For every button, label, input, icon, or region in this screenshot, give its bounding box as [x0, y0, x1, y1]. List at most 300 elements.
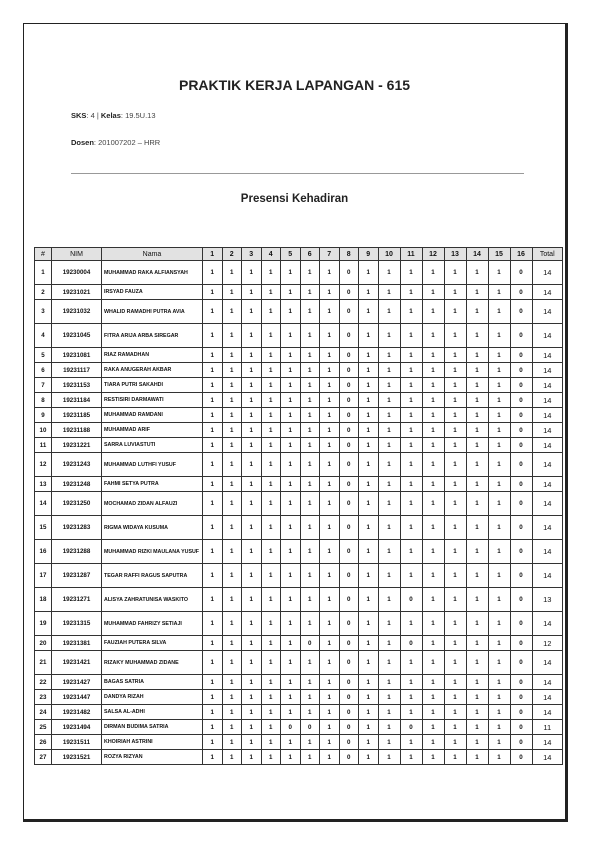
attendance-mark-cell: 1 [466, 492, 488, 516]
attendance-mark-cell: 1 [488, 705, 510, 720]
attendance-mark-cell: 0 [510, 735, 532, 750]
attendance-mark-cell: 1 [359, 393, 379, 408]
total-cell: 14 [532, 564, 563, 588]
attendance-mark-cell: 1 [281, 588, 301, 612]
attendance-mark-cell: 1 [242, 378, 262, 393]
nim-cell: 19231250 [52, 492, 102, 516]
attendance-mark-cell: 1 [466, 348, 488, 363]
section-title: Presensi Kehadiran [240, 193, 349, 205]
nim-cell: 19231045 [52, 324, 102, 348]
attendance-mark-cell: 1 [466, 324, 488, 348]
attendance-mark-cell: 0 [400, 636, 422, 651]
total-cell: 14 [532, 408, 563, 423]
attendance-mark-cell: 1 [400, 408, 422, 423]
attendance-mark-cell: 1 [300, 363, 320, 378]
attendance-mark-cell: 0 [510, 690, 532, 705]
row-number-cell: 9 [35, 408, 52, 423]
attendance-mark-cell: 1 [444, 300, 466, 324]
attendance-mark-cell: 1 [222, 477, 242, 492]
attendance-mark-cell: 1 [359, 492, 379, 516]
attendance-mark-cell: 0 [510, 720, 532, 735]
attendance-mark-cell: 1 [281, 261, 301, 285]
attendance-mark-cell: 1 [422, 300, 444, 324]
attendance-mark-cell: 1 [203, 453, 223, 477]
attendance-mark-cell: 1 [242, 393, 262, 408]
attendance-mark-cell: 1 [444, 705, 466, 720]
attendance-mark-cell: 1 [242, 423, 262, 438]
attendance-mark-cell: 1 [400, 477, 422, 492]
attendance-mark-cell: 1 [444, 492, 466, 516]
attendance-mark-cell: 1 [222, 564, 242, 588]
attendance-mark-cell: 1 [400, 750, 422, 765]
attendance-mark-cell: 1 [400, 393, 422, 408]
attendance-mark-cell: 1 [261, 705, 281, 720]
attendance-mark-cell: 1 [300, 453, 320, 477]
nim-cell: 19230004 [52, 261, 102, 285]
nim-cell: 19231184 [52, 393, 102, 408]
attendance-mark-cell: 1 [444, 378, 466, 393]
attendance-mark-cell: 0 [339, 705, 359, 720]
attendance-mark-cell: 1 [400, 438, 422, 453]
attendance-mark-cell: 1 [378, 516, 400, 540]
attendance-mark-cell: 1 [488, 612, 510, 636]
attendance-mark-cell: 1 [488, 300, 510, 324]
attendance-mark-cell: 0 [510, 636, 532, 651]
attendance-mark-cell: 0 [510, 438, 532, 453]
attendance-mark-cell: 1 [203, 300, 223, 324]
total-cell: 14 [532, 378, 563, 393]
table-row [35, 750, 563, 765]
attendance-mark-cell: 1 [422, 735, 444, 750]
attendance-mark-cell: 1 [320, 453, 340, 477]
attendance-mark-cell: 1 [400, 348, 422, 363]
attendance-mark-cell: 1 [444, 477, 466, 492]
attendance-mark-cell: 0 [339, 564, 359, 588]
attendance-mark-cell: 1 [320, 588, 340, 612]
attendance-mark-cell: 1 [300, 705, 320, 720]
attendance-mark-cell: 1 [400, 285, 422, 300]
attendance-mark-cell: 1 [281, 378, 301, 393]
attendance-mark-cell: 1 [444, 393, 466, 408]
student-name-cell: MUHAMMAD LUTHFI YUSUF [102, 453, 203, 477]
attendance-mark-cell: 1 [422, 348, 444, 363]
attendance-mark-cell: 1 [378, 348, 400, 363]
attendance-mark-cell: 1 [222, 636, 242, 651]
nim-cell: 19231081 [52, 348, 102, 363]
attendance-mark-cell: 1 [281, 735, 301, 750]
attendance-mark-cell: 1 [422, 540, 444, 564]
attendance-mark-cell: 1 [222, 675, 242, 690]
attendance-mark-cell: 1 [378, 735, 400, 750]
total-cell: 14 [532, 477, 563, 492]
nim-cell: 19231494 [52, 720, 102, 735]
attendance-mark-cell: 0 [339, 612, 359, 636]
total-cell: 13 [532, 588, 563, 612]
attendance-mark-cell: 1 [300, 300, 320, 324]
attendance-mark-cell: 1 [203, 705, 223, 720]
table-row [35, 651, 563, 675]
nim-cell: 19231188 [52, 423, 102, 438]
row-number-cell: 14 [35, 492, 52, 516]
total-cell: 14 [532, 285, 563, 300]
attendance-mark-cell: 1 [378, 588, 400, 612]
table-row [35, 261, 563, 285]
attendance-mark-cell: 1 [300, 675, 320, 690]
attendance-mark-cell: 1 [242, 261, 262, 285]
attendance-mark-cell: 0 [281, 720, 301, 735]
attendance-mark-cell: 1 [422, 453, 444, 477]
attendance-mark-cell: 1 [222, 690, 242, 705]
attendance-mark-cell: 1 [488, 363, 510, 378]
total-cell: 14 [532, 261, 563, 285]
student-name-cell: DANDYA RIZAH [102, 690, 203, 705]
attendance-mark-cell: 1 [400, 423, 422, 438]
kelas-label: Kelas [100, 111, 121, 120]
attendance-mark-cell: 1 [203, 324, 223, 348]
attendance-mark-cell: 1 [444, 612, 466, 636]
attendance-mark-cell: 1 [242, 651, 262, 675]
attendance-mark-cell: 1 [378, 285, 400, 300]
attendance-mark-cell: 1 [281, 612, 301, 636]
column-header-meeting-1: 1 [203, 248, 223, 261]
attendance-mark-cell: 1 [359, 438, 379, 453]
sks-label: SKS [71, 111, 87, 120]
attendance-mark-cell: 1 [281, 492, 301, 516]
attendance-mark-cell: 1 [203, 690, 223, 705]
attendance-mark-cell: 1 [400, 735, 422, 750]
dosen-label: Dosen [71, 138, 94, 147]
attendance-mark-cell: 1 [378, 408, 400, 423]
attendance-mark-cell: 1 [422, 378, 444, 393]
total-cell: 14 [532, 363, 563, 378]
attendance-mark-cell: 1 [422, 675, 444, 690]
attendance-mark-cell: 1 [488, 675, 510, 690]
attendance-mark-cell: 0 [510, 324, 532, 348]
lecturer-info [71, 138, 160, 147]
attendance-mark-cell: 1 [261, 735, 281, 750]
attendance-mark-cell: 1 [242, 408, 262, 423]
attendance-mark-cell: 1 [320, 348, 340, 363]
attendance-mark-cell: 0 [339, 378, 359, 393]
table-row [35, 438, 563, 453]
attendance-mark-cell: 1 [444, 750, 466, 765]
table-row [35, 492, 563, 516]
attendance-mark-cell: 1 [378, 423, 400, 438]
attendance-mark-cell: 1 [300, 735, 320, 750]
attendance-mark-cell: 1 [203, 348, 223, 363]
attendance-mark-cell: 1 [222, 492, 242, 516]
attendance-mark-cell: 1 [400, 564, 422, 588]
nim-cell: 19231283 [52, 516, 102, 540]
row-number-cell: 20 [35, 636, 52, 651]
attendance-mark-cell: 1 [378, 363, 400, 378]
attendance-mark-cell: 1 [222, 423, 242, 438]
attendance-mark-cell: 1 [488, 690, 510, 705]
attendance-mark-cell: 1 [466, 588, 488, 612]
attendance-mark-cell: 1 [320, 378, 340, 393]
row-number-cell: 26 [35, 735, 52, 750]
table-row [35, 564, 563, 588]
column-header-meeting-7: 7 [320, 248, 340, 261]
attendance-mark-cell: 1 [222, 408, 242, 423]
attendance-mark-cell: 1 [378, 675, 400, 690]
row-number-cell: 4 [35, 324, 52, 348]
attendance-mark-cell: 1 [300, 285, 320, 300]
nim-cell: 19231271 [52, 588, 102, 612]
attendance-mark-cell: 0 [510, 408, 532, 423]
attendance-mark-cell: 1 [222, 735, 242, 750]
attendance-mark-cell: 1 [222, 453, 242, 477]
attendance-mark-cell: 1 [281, 651, 301, 675]
row-number-cell: 24 [35, 705, 52, 720]
student-name-cell: DIRMAN BUDIMA SATRIA [102, 720, 203, 735]
attendance-mark-cell: 1 [466, 378, 488, 393]
column-header-meeting-11: 11 [400, 248, 422, 261]
nim-cell: 19231482 [52, 705, 102, 720]
attendance-mark-cell: 1 [422, 285, 444, 300]
attendance-mark-cell: 1 [400, 363, 422, 378]
attendance-mark-cell: 0 [339, 423, 359, 438]
attendance-mark-cell: 1 [281, 750, 301, 765]
attendance-mark-cell: 1 [203, 735, 223, 750]
attendance-mark-cell: 1 [203, 675, 223, 690]
column-header-meeting-16: 16 [510, 248, 532, 261]
attendance-mark-cell: 1 [488, 348, 510, 363]
attendance-mark-cell: 0 [510, 261, 532, 285]
attendance-mark-cell: 1 [320, 540, 340, 564]
attendance-mark-cell: 1 [203, 285, 223, 300]
attendance-mark-cell: 0 [339, 540, 359, 564]
column-header-meeting-6: 6 [300, 248, 320, 261]
attendance-mark-cell: 1 [488, 261, 510, 285]
table-row [35, 285, 563, 300]
row-number-cell: 15 [35, 516, 52, 540]
attendance-mark-cell: 1 [320, 636, 340, 651]
column-header-meeting-12: 12 [422, 248, 444, 261]
attendance-mark-cell: 1 [222, 516, 242, 540]
attendance-mark-cell: 0 [510, 348, 532, 363]
total-cell: 14 [532, 348, 563, 363]
attendance-mark-cell: 1 [300, 477, 320, 492]
student-name-cell: MUHAMMAD RAMDANI [102, 408, 203, 423]
attendance-mark-cell: 1 [466, 363, 488, 378]
table-row [35, 378, 563, 393]
attendance-mark-cell: 1 [261, 285, 281, 300]
attendance-mark-cell: 1 [203, 261, 223, 285]
column-header-total: Total [532, 248, 563, 261]
row-number-cell: 3 [35, 300, 52, 324]
attendance-mark-cell: 1 [466, 705, 488, 720]
attendance-mark-cell: 1 [400, 300, 422, 324]
attendance-mark-cell: 1 [242, 675, 262, 690]
attendance-mark-cell: 1 [242, 285, 262, 300]
attendance-mark-cell: 1 [378, 300, 400, 324]
attendance-mark-cell: 1 [281, 300, 301, 324]
attendance-mark-cell: 1 [444, 408, 466, 423]
row-number-cell: 18 [35, 588, 52, 612]
attendance-mark-cell: 1 [281, 393, 301, 408]
table-row [35, 690, 563, 705]
attendance-mark-cell: 1 [400, 378, 422, 393]
attendance-mark-cell: 1 [300, 261, 320, 285]
attendance-mark-cell: 0 [510, 516, 532, 540]
total-cell: 14 [532, 540, 563, 564]
attendance-mark-cell: 1 [242, 516, 262, 540]
attendance-mark-cell: 1 [320, 393, 340, 408]
student-name-cell: RAKA ANUGERAH AKBAR [102, 363, 203, 378]
attendance-mark-cell: 1 [281, 516, 301, 540]
attendance-mark-cell: 0 [510, 285, 532, 300]
attendance-mark-cell: 1 [320, 492, 340, 516]
attendance-mark-cell: 0 [339, 651, 359, 675]
student-name-cell: MUHAMMAD RIZKI MAULANA YUSUF [102, 540, 203, 564]
attendance-mark-cell: 1 [203, 408, 223, 423]
attendance-mark-cell: 1 [281, 348, 301, 363]
attendance-mark-cell: 1 [222, 588, 242, 612]
attendance-mark-cell: 1 [444, 453, 466, 477]
attendance-mark-cell: 1 [261, 261, 281, 285]
attendance-mark-cell: 1 [261, 564, 281, 588]
attendance-mark-cell: 1 [466, 612, 488, 636]
row-number-cell: 1 [35, 261, 52, 285]
attendance-mark-cell: 1 [466, 735, 488, 750]
attendance-mark-cell: 1 [378, 564, 400, 588]
attendance-mark-cell: 1 [261, 720, 281, 735]
total-cell: 14 [532, 675, 563, 690]
row-number-cell: 12 [35, 453, 52, 477]
attendance-mark-cell: 1 [222, 612, 242, 636]
attendance-mark-cell: 1 [359, 453, 379, 477]
attendance-mark-cell: 1 [359, 705, 379, 720]
attendance-mark-cell: 1 [488, 540, 510, 564]
attendance-mark-cell: 1 [300, 324, 320, 348]
table-row [35, 408, 563, 423]
attendance-mark-cell: 0 [300, 636, 320, 651]
attendance-mark-cell: 0 [510, 612, 532, 636]
attendance-mark-cell: 1 [488, 408, 510, 423]
column-header-meeting-8: 8 [339, 248, 359, 261]
total-cell: 11 [532, 720, 563, 735]
row-number-cell: 16 [35, 540, 52, 564]
attendance-mark-cell: 1 [281, 564, 301, 588]
attendance-mark-cell: 1 [488, 438, 510, 453]
attendance-mark-cell: 1 [444, 720, 466, 735]
table-row [35, 300, 563, 324]
attendance-mark-cell: 0 [510, 750, 532, 765]
attendance-mark-cell: 1 [203, 750, 223, 765]
student-name-cell: BAGAS SATRIA [102, 675, 203, 690]
attendance-mark-cell: 1 [466, 393, 488, 408]
nim-cell: 19231288 [52, 540, 102, 564]
attendance-mark-cell: 1 [203, 363, 223, 378]
attendance-mark-cell: 0 [339, 492, 359, 516]
total-cell: 14 [532, 423, 563, 438]
attendance-mark-cell: 1 [488, 393, 510, 408]
attendance-mark-cell: 1 [422, 705, 444, 720]
attendance-mark-cell: 1 [320, 285, 340, 300]
attendance-mark-cell: 1 [359, 423, 379, 438]
attendance-mark-cell: 1 [488, 477, 510, 492]
attendance-mark-cell: 1 [261, 588, 281, 612]
attendance-mark-cell: 1 [488, 564, 510, 588]
table-row [35, 735, 563, 750]
attendance-mark-cell: 1 [300, 588, 320, 612]
attendance-mark-cell: 0 [339, 300, 359, 324]
dosen-value: : 201007202 – HRR [93, 138, 161, 147]
attendance-mark-cell: 1 [222, 285, 242, 300]
column-header-no: # [35, 248, 52, 261]
nim-cell: 19231032 [52, 300, 102, 324]
column-header-meeting-4: 4 [261, 248, 281, 261]
attendance-mark-cell: 1 [300, 612, 320, 636]
total-cell: 14 [532, 453, 563, 477]
attendance-mark-cell: 1 [261, 651, 281, 675]
attendance-mark-cell: 1 [466, 636, 488, 651]
attendance-mark-cell: 0 [400, 720, 422, 735]
attendance-mark-cell: 1 [261, 378, 281, 393]
attendance-mark-cell: 1 [203, 423, 223, 438]
attendance-mark-cell: 1 [422, 261, 444, 285]
attendance-mark-cell: 1 [242, 363, 262, 378]
attendance-mark-cell: 1 [242, 348, 262, 363]
attendance-mark-cell: 1 [359, 588, 379, 612]
attendance-mark-cell: 1 [281, 423, 301, 438]
nim-cell: 19231381 [52, 636, 102, 651]
row-number-cell: 23 [35, 690, 52, 705]
attendance-mark-cell: 1 [300, 423, 320, 438]
attendance-mark-cell: 1 [444, 690, 466, 705]
attendance-mark-cell: 1 [359, 285, 379, 300]
attendance-mark-cell: 1 [203, 612, 223, 636]
student-name-cell: RESTISIRI DARMAWATI [102, 393, 203, 408]
attendance-mark-cell: 0 [510, 588, 532, 612]
attendance-mark-cell: 1 [466, 261, 488, 285]
attendance-mark-cell: 1 [203, 516, 223, 540]
attendance-mark-cell: 1 [378, 750, 400, 765]
attendance-mark-cell: 1 [300, 540, 320, 564]
nim-cell: 19231421 [52, 651, 102, 675]
attendance-mark-cell: 0 [339, 324, 359, 348]
row-number-cell: 2 [35, 285, 52, 300]
attendance-mark-cell: 1 [422, 651, 444, 675]
attendance-mark-cell: 1 [359, 540, 379, 564]
attendance-mark-cell: 1 [261, 636, 281, 651]
attendance-mark-cell: 1 [242, 564, 262, 588]
total-cell: 14 [532, 735, 563, 750]
attendance-mark-cell: 1 [320, 690, 340, 705]
attendance-mark-cell: 1 [378, 540, 400, 564]
attendance-mark-cell: 1 [444, 261, 466, 285]
table-row [35, 363, 563, 378]
student-name-cell: MOCHAMAD ZIDAN ALFAUZI [102, 492, 203, 516]
attendance-mark-cell: 1 [203, 651, 223, 675]
attendance-mark-cell: 1 [281, 324, 301, 348]
attendance-mark-cell: 0 [339, 348, 359, 363]
total-cell: 14 [532, 750, 563, 765]
attendance-mark-cell: 1 [222, 651, 242, 675]
attendance-mark-cell: 1 [444, 564, 466, 588]
attendance-mark-cell: 1 [422, 588, 444, 612]
row-number-cell: 6 [35, 363, 52, 378]
attendance-mark-cell: 1 [422, 363, 444, 378]
student-name-cell: SARRA LUVIASTUTI [102, 438, 203, 453]
attendance-mark-cell: 1 [359, 675, 379, 690]
attendance-mark-cell: 1 [444, 423, 466, 438]
attendance-mark-cell: 1 [281, 477, 301, 492]
attendance-mark-cell: 0 [510, 423, 532, 438]
column-header-nama: Nama [102, 248, 203, 261]
sks-value: : 4 | [86, 111, 101, 120]
